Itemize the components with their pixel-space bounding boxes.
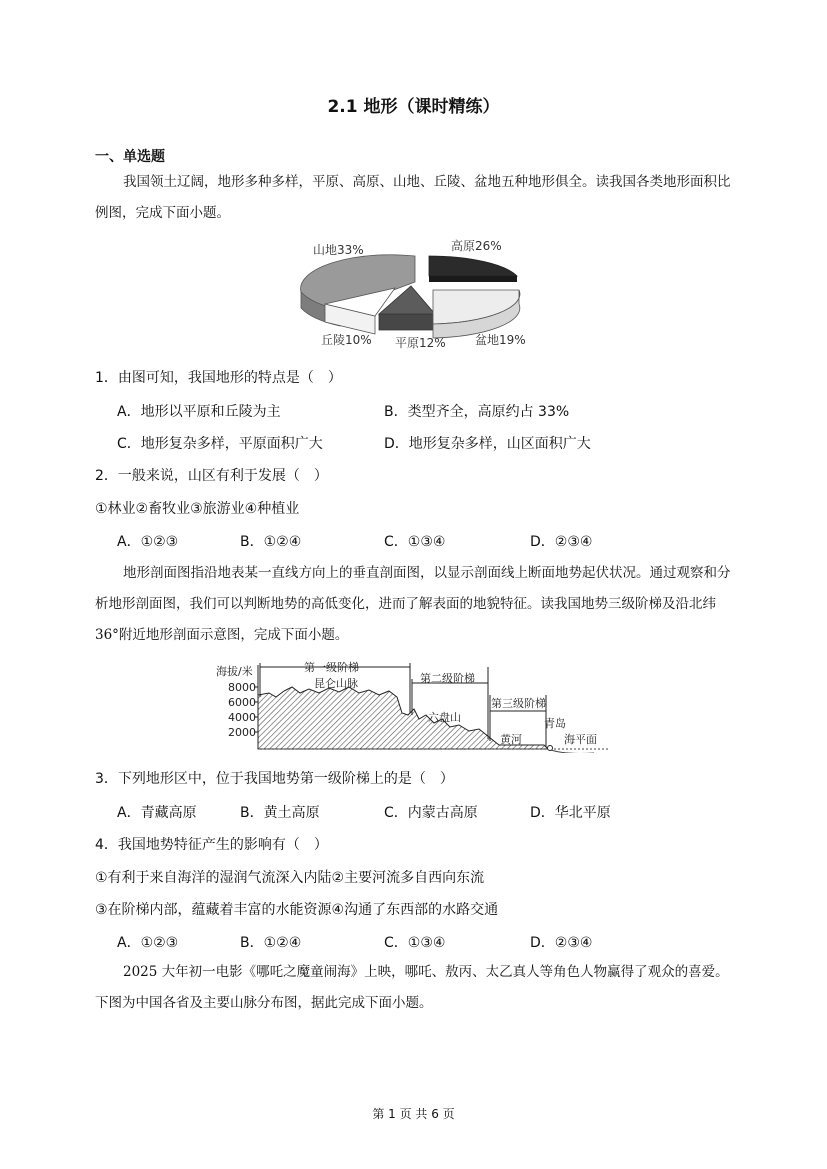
y-tick-2000: 2000	[228, 726, 256, 739]
step-2-label: 第二级阶梯	[420, 672, 475, 685]
y-tick-6000: 6000	[228, 696, 256, 709]
q3-option-a[interactable]: A．青藏高原	[117, 805, 197, 821]
q2-option-d[interactable]: D．②③④	[530, 534, 593, 550]
step-3-label: 第三级阶梯	[491, 697, 546, 710]
intro-text-2: 地形剖面图指沿地表某一直线方向上的垂直剖面图，以显示剖面线上断面地势起伏状况。通过观察和分析地形剖面图，我们可以判断地势的高低变化，进而了解表面的地貌特征。读我国地势三级阶梯及沿北纬 36°附近地形剖面示意图，完成下面小题。	[95, 565, 731, 643]
step-1-label: 第一级阶梯	[304, 661, 359, 674]
q1-option-d[interactable]: D．地形复杂多样，山区面积广大	[384, 436, 591, 452]
question-4-items-1: ①有利于来自海洋的湿润气流深入内陆②主要河流多自西向东流	[95, 870, 485, 886]
qingdao-marker	[548, 746, 553, 751]
pie-label-hill: 丘陵10%	[321, 333, 372, 347]
pie-label-basin: 盆地19%	[475, 333, 526, 347]
y-tick-4000: 4000	[228, 711, 256, 724]
question-4-items-2: ③在阶梯内部，蕴藏着丰富的水能资源④沟通了东西部的水路交通	[95, 902, 499, 918]
terrain-profile-diagram	[214, 657, 614, 753]
page-footer: 第 1 页 共 6 页	[372, 1107, 455, 1121]
q2-option-b[interactable]: B．①②④	[240, 534, 302, 550]
q1-option-b[interactable]: B．类型齐全，高原约占 33%	[384, 404, 570, 420]
q4-option-a[interactable]: A．①②③	[117, 935, 179, 951]
qingdao-label: 青岛	[544, 717, 566, 730]
intro-text-1: 我国领土辽阔，地形多种多样，平原、高原、山地、丘陵、盆地五种地形俱全。读我国各类地形面积比例图，完成下面小题。	[95, 174, 731, 221]
q1-option-c[interactable]: C．地形复杂多样，平原面积广大	[117, 436, 323, 452]
q3-option-b[interactable]: B．黄土高原	[240, 805, 320, 821]
q3-option-c[interactable]: C．内蒙古高原	[384, 805, 478, 821]
question-1-stem: 1．由图可知，我国地形的特点是（ ）	[95, 370, 342, 386]
intro-paragraph-2	[95, 558, 735, 651]
kunlun-label: 昆仑山脉	[314, 677, 358, 690]
question-4-stem: 4．我国地势特征产生的影响有（ ）	[95, 837, 328, 853]
intro-paragraph-1	[95, 167, 735, 229]
intro-paragraph-3	[95, 957, 735, 1019]
q1-option-a[interactable]: A．地形以平原和丘陵为主	[117, 404, 281, 420]
q2-option-c[interactable]: C．①③④	[384, 534, 446, 550]
question-2-items: ①林业②畜牧业③旅游业④种植业	[95, 501, 300, 517]
question-3-stem: 3．下列地形区中，位于我国地势第一级阶梯上的是（ ）	[95, 771, 454, 787]
y-tick-8000: 8000	[228, 681, 256, 694]
section-heading: 一、单选题	[95, 149, 165, 165]
page-title: 2.1 地形（课时精练）	[327, 97, 500, 117]
pie-label-mountain: 山地33%	[313, 243, 364, 257]
question-2-stem: 2．一般来说，山区有利于发展（ ）	[95, 468, 328, 484]
yellow-river-label: 黄河	[500, 733, 522, 746]
profile-y-axis-label: 海拔/米	[216, 665, 253, 678]
q4-option-d[interactable]: D．②③④	[530, 935, 593, 951]
q4-option-b[interactable]: B．①②④	[240, 935, 302, 951]
pie-slice-basin	[433, 290, 520, 338]
q3-option-d[interactable]: D．华北平原	[530, 805, 611, 821]
terrain-area-pie-chart	[295, 232, 535, 354]
liupan-label: 六盘山	[428, 711, 461, 724]
pie-label-plain: 平原12%	[395, 336, 446, 350]
intro-text-3: 2025 大年初一电影《哪吒之魔童闹海》上映，哪吒、敖丙、太乙真人等角色人物赢得了观众的喜爱。下图为中国各省及主要山脉分布图，据此完成下面小题。	[95, 964, 729, 1011]
q2-option-a[interactable]: A．①②③	[117, 534, 179, 550]
sea-level-label: 海平面	[564, 733, 597, 746]
q4-option-c[interactable]: C．①③④	[384, 935, 446, 951]
pie-slice-plateau	[429, 256, 517, 282]
pie-label-plateau: 高原26%	[451, 239, 502, 253]
